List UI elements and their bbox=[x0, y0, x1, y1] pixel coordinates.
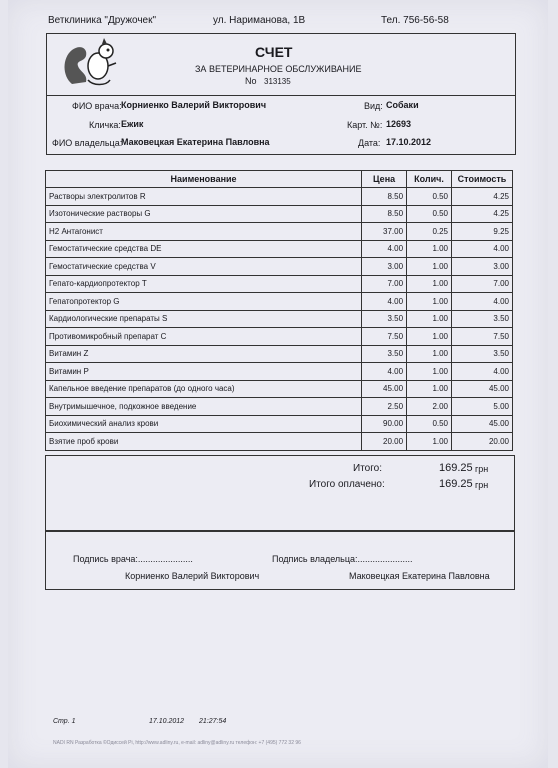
table-row bbox=[46, 433, 513, 451]
item-cost-cell: 7.00 bbox=[452, 275, 513, 293]
item-qty-cell: 0.50 bbox=[407, 415, 452, 433]
column-header-name: Наименование bbox=[46, 171, 362, 188]
item-qty-cell: 1.00 bbox=[407, 310, 452, 328]
item-price-cell: 90.00 bbox=[362, 415, 407, 433]
column-header-cost: Стоимость bbox=[452, 171, 513, 188]
item-qty-cell: 0.50 bbox=[407, 205, 452, 223]
doctor-value: Корниенко Валерий Викторович bbox=[121, 100, 267, 110]
item-cost-cell: 4.00 bbox=[452, 363, 513, 381]
doctor-signature-label: Подпись врача:...................... bbox=[73, 554, 193, 564]
item-price-cell: 7.50 bbox=[362, 328, 407, 346]
species-value: Собаки bbox=[386, 100, 419, 110]
item-name-cell: Внутримышечное, подкожное введение bbox=[46, 398, 362, 416]
invoice-page bbox=[8, 0, 548, 768]
species-label: Вид: bbox=[364, 101, 383, 111]
table-row bbox=[46, 188, 513, 206]
item-name-cell: Гепатопротектор G bbox=[46, 293, 362, 311]
header-divider bbox=[46, 95, 515, 96]
item-price-cell: 3.00 bbox=[362, 258, 407, 276]
item-cost-cell: 3.50 bbox=[452, 310, 513, 328]
clinic-name: Ветклиника "Дружочек" bbox=[48, 15, 157, 26]
item-qty-cell: 1.00 bbox=[407, 345, 452, 363]
item-cost-cell: 3.50 bbox=[452, 345, 513, 363]
item-name-cell: Витамин P bbox=[46, 363, 362, 381]
item-price-cell: 4.00 bbox=[362, 240, 407, 258]
item-qty-cell: 1.00 bbox=[407, 293, 452, 311]
nickname-label: Кличка: bbox=[89, 120, 121, 130]
total-currency: грн bbox=[475, 464, 489, 474]
table-row bbox=[46, 310, 513, 328]
squirrel-logo-icon bbox=[58, 36, 128, 91]
item-price-cell: 20.00 bbox=[362, 433, 407, 451]
total-label: Итого: bbox=[353, 463, 382, 474]
item-price-cell: 45.00 bbox=[362, 380, 407, 398]
table-row bbox=[46, 380, 513, 398]
item-price-cell: 4.00 bbox=[362, 363, 407, 381]
item-qty-cell: 1.00 bbox=[407, 380, 452, 398]
item-qty-cell: 1.00 bbox=[407, 258, 452, 276]
item-name-cell: Биохимический анализ крови bbox=[46, 415, 362, 433]
date-value: 17.10.2012 bbox=[386, 137, 432, 147]
item-cost-cell: 3.00 bbox=[452, 258, 513, 276]
table-row bbox=[46, 240, 513, 258]
item-qty-cell: 2.00 bbox=[407, 398, 452, 416]
item-price-cell: 37.00 bbox=[362, 223, 407, 241]
clinic-phone: Тел. 756-56-58 bbox=[381, 15, 449, 26]
item-qty-cell: 1.00 bbox=[407, 240, 452, 258]
table-row bbox=[46, 328, 513, 346]
item-name-cell: Гемостатические средства DE bbox=[46, 240, 362, 258]
item-qty-cell: 1.00 bbox=[407, 275, 452, 293]
table-row bbox=[46, 275, 513, 293]
item-price-cell: 8.50 bbox=[362, 188, 407, 206]
item-price-cell: 8.50 bbox=[362, 205, 407, 223]
item-cost-cell: 5.00 bbox=[452, 398, 513, 416]
invoice-subtitle: ЗА ВЕТЕРИНАРНОЕ ОБСЛУЖИВАНИЕ bbox=[195, 64, 362, 74]
item-cost-cell: 45.00 bbox=[452, 380, 513, 398]
item-name-cell: Противомикробный препарат С bbox=[46, 328, 362, 346]
item-price-cell: 2.50 bbox=[362, 398, 407, 416]
invoice-title: СЧЕТ bbox=[255, 44, 293, 60]
invoice-number: 313135 bbox=[264, 77, 291, 86]
item-qty-cell: 1.00 bbox=[407, 363, 452, 381]
item-name-cell: H2 Антагонист bbox=[46, 223, 362, 241]
item-cost-cell: 4.00 bbox=[452, 293, 513, 311]
items-table bbox=[45, 170, 513, 451]
item-price-cell: 4.00 bbox=[362, 293, 407, 311]
owner-value: Маковецкая Екатерина Павловна bbox=[121, 137, 270, 147]
date-label: Дата: bbox=[358, 138, 381, 148]
owner-signature-name: Маковецкая Екатерина Павловна bbox=[349, 571, 490, 581]
item-cost-cell: 9.25 bbox=[452, 223, 513, 241]
item-name-cell: Кардиологические препараты S bbox=[46, 310, 362, 328]
owner-signature-label: Подпись владельца:...................... bbox=[272, 554, 413, 564]
item-name-cell: Гемостатические средства V bbox=[46, 258, 362, 276]
clinic-address: ул. Нариманова, 1В bbox=[213, 15, 306, 26]
footer-credits: NADI RN Разработка ©Одиссей Рі, http://www.adliny.ru, e-mail: adliny@adliny.ru телефон: +7 (495) 772 32 96 bbox=[53, 740, 301, 746]
item-name-cell: Взятие проб крови bbox=[46, 433, 362, 451]
paid-label: Итого оплачено: bbox=[309, 479, 385, 490]
item-name-cell: Капельное введение препаратов (до одного часа) bbox=[46, 380, 362, 398]
doctor-label: ФИО врача: bbox=[72, 101, 122, 111]
item-cost-cell: 4.25 bbox=[452, 205, 513, 223]
table-row bbox=[46, 205, 513, 223]
paid-value: 169.25 bbox=[439, 478, 473, 490]
item-qty-cell: 0.25 bbox=[407, 223, 452, 241]
footer-time: 21:27:54 bbox=[199, 718, 227, 725]
item-name-cell: Растворы электролитов R bbox=[46, 188, 362, 206]
item-cost-cell: 4.25 bbox=[452, 188, 513, 206]
column-header-qty: Колич. bbox=[407, 171, 452, 188]
table-row bbox=[46, 345, 513, 363]
item-price-cell: 7.00 bbox=[362, 275, 407, 293]
table-row bbox=[46, 398, 513, 416]
doctor-signature-name: Корниенко Валерий Викторович bbox=[125, 571, 260, 581]
item-cost-cell: 45.00 bbox=[452, 415, 513, 433]
table-row bbox=[46, 223, 513, 241]
item-cost-cell: 7.50 bbox=[452, 328, 513, 346]
item-qty-cell: 0.50 bbox=[407, 188, 452, 206]
item-name-cell: Гепато-кардиопротектор T bbox=[46, 275, 362, 293]
item-price-cell: 3.50 bbox=[362, 345, 407, 363]
table-row bbox=[46, 415, 513, 433]
card-label: Карт. №: bbox=[347, 120, 383, 130]
item-qty-cell: 1.00 bbox=[407, 433, 452, 451]
table-row bbox=[46, 363, 513, 381]
column-header-price: Цена bbox=[362, 171, 407, 188]
table-header-row bbox=[46, 171, 513, 188]
item-qty-cell: 1.00 bbox=[407, 328, 452, 346]
item-cost-cell: 4.00 bbox=[452, 240, 513, 258]
invoice-number-label: No bbox=[245, 76, 257, 86]
total-value: 169.25 bbox=[439, 462, 473, 474]
footer-date: 17.10.2012 bbox=[149, 718, 185, 725]
nickname-value: Ежик bbox=[121, 119, 144, 129]
item-name-cell: Изотонические растворы G bbox=[46, 205, 362, 223]
item-price-cell: 3.50 bbox=[362, 310, 407, 328]
table-row bbox=[46, 258, 513, 276]
item-name-cell: Витамин Z bbox=[46, 345, 362, 363]
paid-currency: грн bbox=[475, 480, 489, 490]
owner-label: ФИО владельца: bbox=[52, 138, 123, 148]
footer-page: Стр. 1 bbox=[53, 718, 76, 725]
item-cost-cell: 20.00 bbox=[452, 433, 513, 451]
table-row bbox=[46, 293, 513, 311]
card-value: 12693 bbox=[386, 119, 412, 129]
